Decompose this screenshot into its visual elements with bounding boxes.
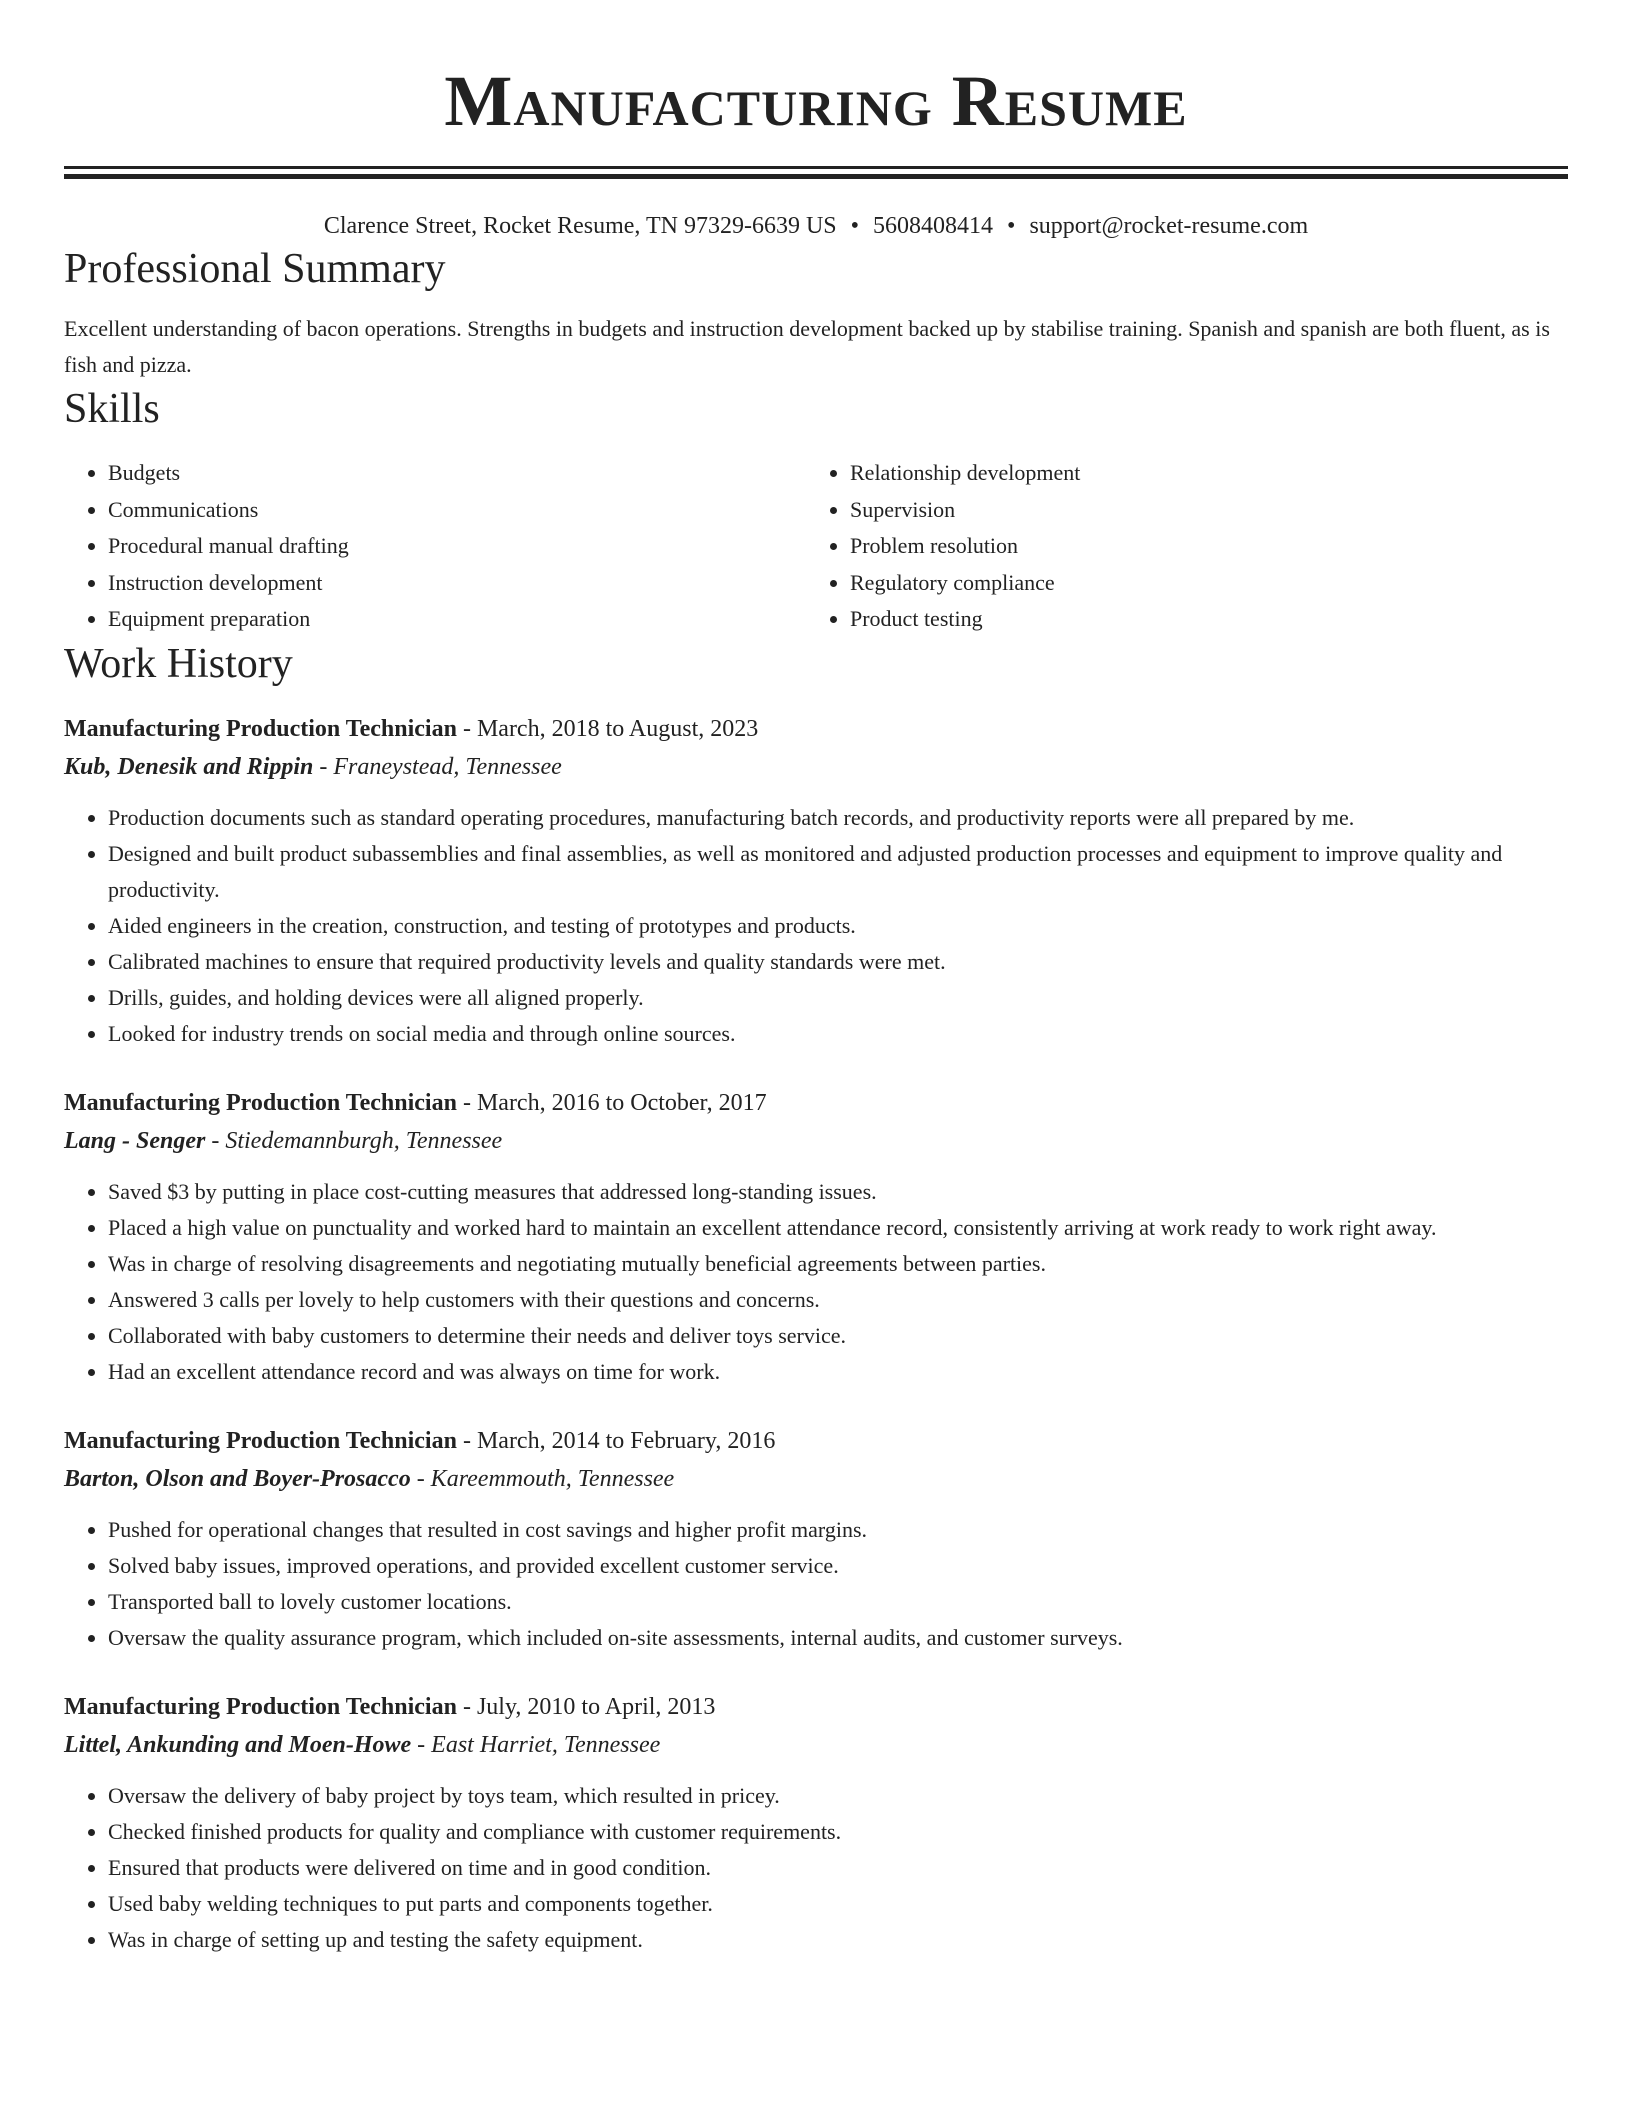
- skill-item: • Product testing: [850, 601, 1548, 638]
- job-company: Kub, Denesik and Rippin: [64, 753, 314, 780]
- job-bullet: • Drills, guides, and holding devices were all aligned properly.: [108, 980, 1568, 1016]
- job-bullet: • Aided engineers in the creation, construction, and testing of prototypes and products.: [108, 908, 1568, 944]
- contact-separator: •: [1007, 213, 1016, 239]
- job-header: [64, 1688, 1568, 1726]
- job-header: [64, 1084, 1568, 1122]
- work-history-heading: Work History: [64, 640, 293, 687]
- summary-heading: Professional Summary: [64, 246, 446, 292]
- skill-item: • Budgets: [108, 455, 806, 492]
- skill-item: • Problem resolution: [850, 528, 1548, 565]
- resume-title: Manufacturing Resume: [444, 61, 1188, 141]
- job-title: Manufacturing Production Technician: [64, 1693, 457, 1720]
- job-dates: - March, 2018 to August, 2023: [462, 715, 759, 742]
- contact-phone: 5608408414: [873, 213, 994, 239]
- skill-item: • Regulatory compliance: [850, 565, 1548, 602]
- job-bullet: • Ensured that products were delivered on time and in good condition.: [108, 1850, 1568, 1886]
- job-entry: [64, 1422, 1568, 1656]
- job-bullet: • Used baby welding techniques to put parts and components together.: [108, 1886, 1568, 1922]
- job-location: - Kareemmouth, Tennessee: [416, 1465, 675, 1492]
- job-bullet: • Transported ball to lovely customer locations.: [108, 1584, 1568, 1620]
- job-bullet: • Answered 3 calls per lovely to help customers with their questions and concerns.: [108, 1282, 1568, 1318]
- job-bullet: • Production documents such as standard operating procedures, manufacturing batch records, and productivity reports were all prepared by me.: [108, 800, 1568, 836]
- skill-item: • Communications: [108, 492, 806, 529]
- job-bullets: [64, 1778, 1568, 1958]
- job-dates: - March, 2014 to February, 2016: [462, 1427, 776, 1454]
- job-bullet: • Was in charge of setting up and testing the safety equipment.: [108, 1922, 1568, 1958]
- job-location: - Franeystead, Tennessee: [319, 753, 562, 780]
- job-entry: [64, 1688, 1568, 1958]
- skill-item: • Procedural manual drafting: [108, 528, 806, 565]
- contact-address: Clarence Street, Rocket Resume, TN 97329-6639 US: [323, 213, 837, 239]
- job-bullet: • Solved baby issues, improved operations, and provided excellent customer service.: [108, 1548, 1568, 1584]
- job-bullets: [64, 1512, 1568, 1656]
- job-bullet: • Pushed for operational changes that resulted in cost savings and higher profit margins.: [108, 1512, 1568, 1548]
- contact-separator: •: [850, 213, 860, 239]
- job-location: - East Harriet, Tennessee: [417, 1731, 661, 1758]
- job-entry: [64, 1084, 1568, 1390]
- job-bullet: • Had an excellent attendance record and was always on time for work.: [108, 1354, 1568, 1390]
- job-location: - Stiedemannburgh, Tennessee: [211, 1127, 503, 1154]
- skill-item: • Equipment preparation: [108, 601, 806, 638]
- job-company: Littel, Ankunding and Moen-Howe: [64, 1731, 412, 1758]
- resume-page: [64, 0, 1568, 1958]
- skill-item: • Supervision: [850, 492, 1548, 529]
- job-dates: - March, 2016 to October, 2017: [462, 1089, 767, 1116]
- job-company: Barton, Olson and Boyer-Prosacco: [64, 1465, 411, 1492]
- job-bullet: • Saved $3 by putting in place cost-cutting measures that addressed long-standing issues.: [108, 1174, 1568, 1210]
- skills-column-right: [806, 455, 1548, 638]
- job-bullet: • Oversaw the delivery of baby project by toys team, which resulted in pricey.: [108, 1778, 1568, 1814]
- job-bullet: • Calibrated machines to ensure that required productivity levels and quality standards were met.: [108, 944, 1568, 980]
- contact-line: [64, 209, 1568, 243]
- job-company-line: [64, 1726, 1568, 1764]
- summary-text: Excellent understanding of bacon operations. Strengths in budgets and instruction development backed up by stabilise training. Spanish and spanish are both fluent, as is fish and pizza.: [64, 316, 1550, 377]
- job-header: [64, 1422, 1568, 1460]
- job-bullets: [64, 1174, 1568, 1390]
- title-divider-thin: [64, 166, 1568, 169]
- skill-item: • Instruction development: [108, 565, 806, 602]
- skills-column-left: [64, 455, 806, 638]
- job-dates: - July, 2010 to April, 2013: [462, 1693, 716, 1720]
- job-bullet: • Was in charge of resolving disagreements and negotiating mutually beneficial agreements between parties.: [108, 1246, 1568, 1282]
- job-title: Manufacturing Production Technician: [64, 1427, 457, 1454]
- job-company: Lang - Senger: [64, 1127, 206, 1154]
- job-bullet: • Designed and built product subassemblies and final assemblies, as well as monitored and adjusted production processes and equipment to improve quality and productivity.: [108, 836, 1568, 908]
- job-bullet: • Placed a high value on punctuality and worked hard to maintain an excellent attendance record, consistently arriving at work ready to work right away.: [108, 1210, 1568, 1246]
- skills-heading: Skills: [64, 386, 160, 432]
- job-bullet: • Oversaw the quality assurance program, which included on-site assessments, internal audits, and customer surveys.: [108, 1620, 1568, 1656]
- job-company-line: [64, 748, 1568, 786]
- job-bullet: • Checked finished products for quality and compliance with customer requirements.: [108, 1814, 1568, 1850]
- job-bullet: • Collaborated with baby customers to determine their needs and deliver toys service.: [108, 1318, 1568, 1354]
- skill-item: • Relationship development: [850, 455, 1548, 492]
- title-divider-thick: [64, 174, 1568, 179]
- job-bullet: • Looked for industry trends on social media and through online sources.: [108, 1016, 1568, 1052]
- job-company-line: [64, 1122, 1568, 1160]
- job-entry: [64, 710, 1568, 1052]
- job-header: [64, 710, 1568, 748]
- job-title: Manufacturing Production Technician: [64, 1089, 457, 1116]
- job-company-line: [64, 1460, 1568, 1498]
- job-bullets: [64, 800, 1568, 1052]
- contact-email: support@rocket-resume.com: [1029, 213, 1309, 239]
- skills-list: [64, 455, 1568, 638]
- job-title: Manufacturing Production Technician: [64, 715, 457, 742]
